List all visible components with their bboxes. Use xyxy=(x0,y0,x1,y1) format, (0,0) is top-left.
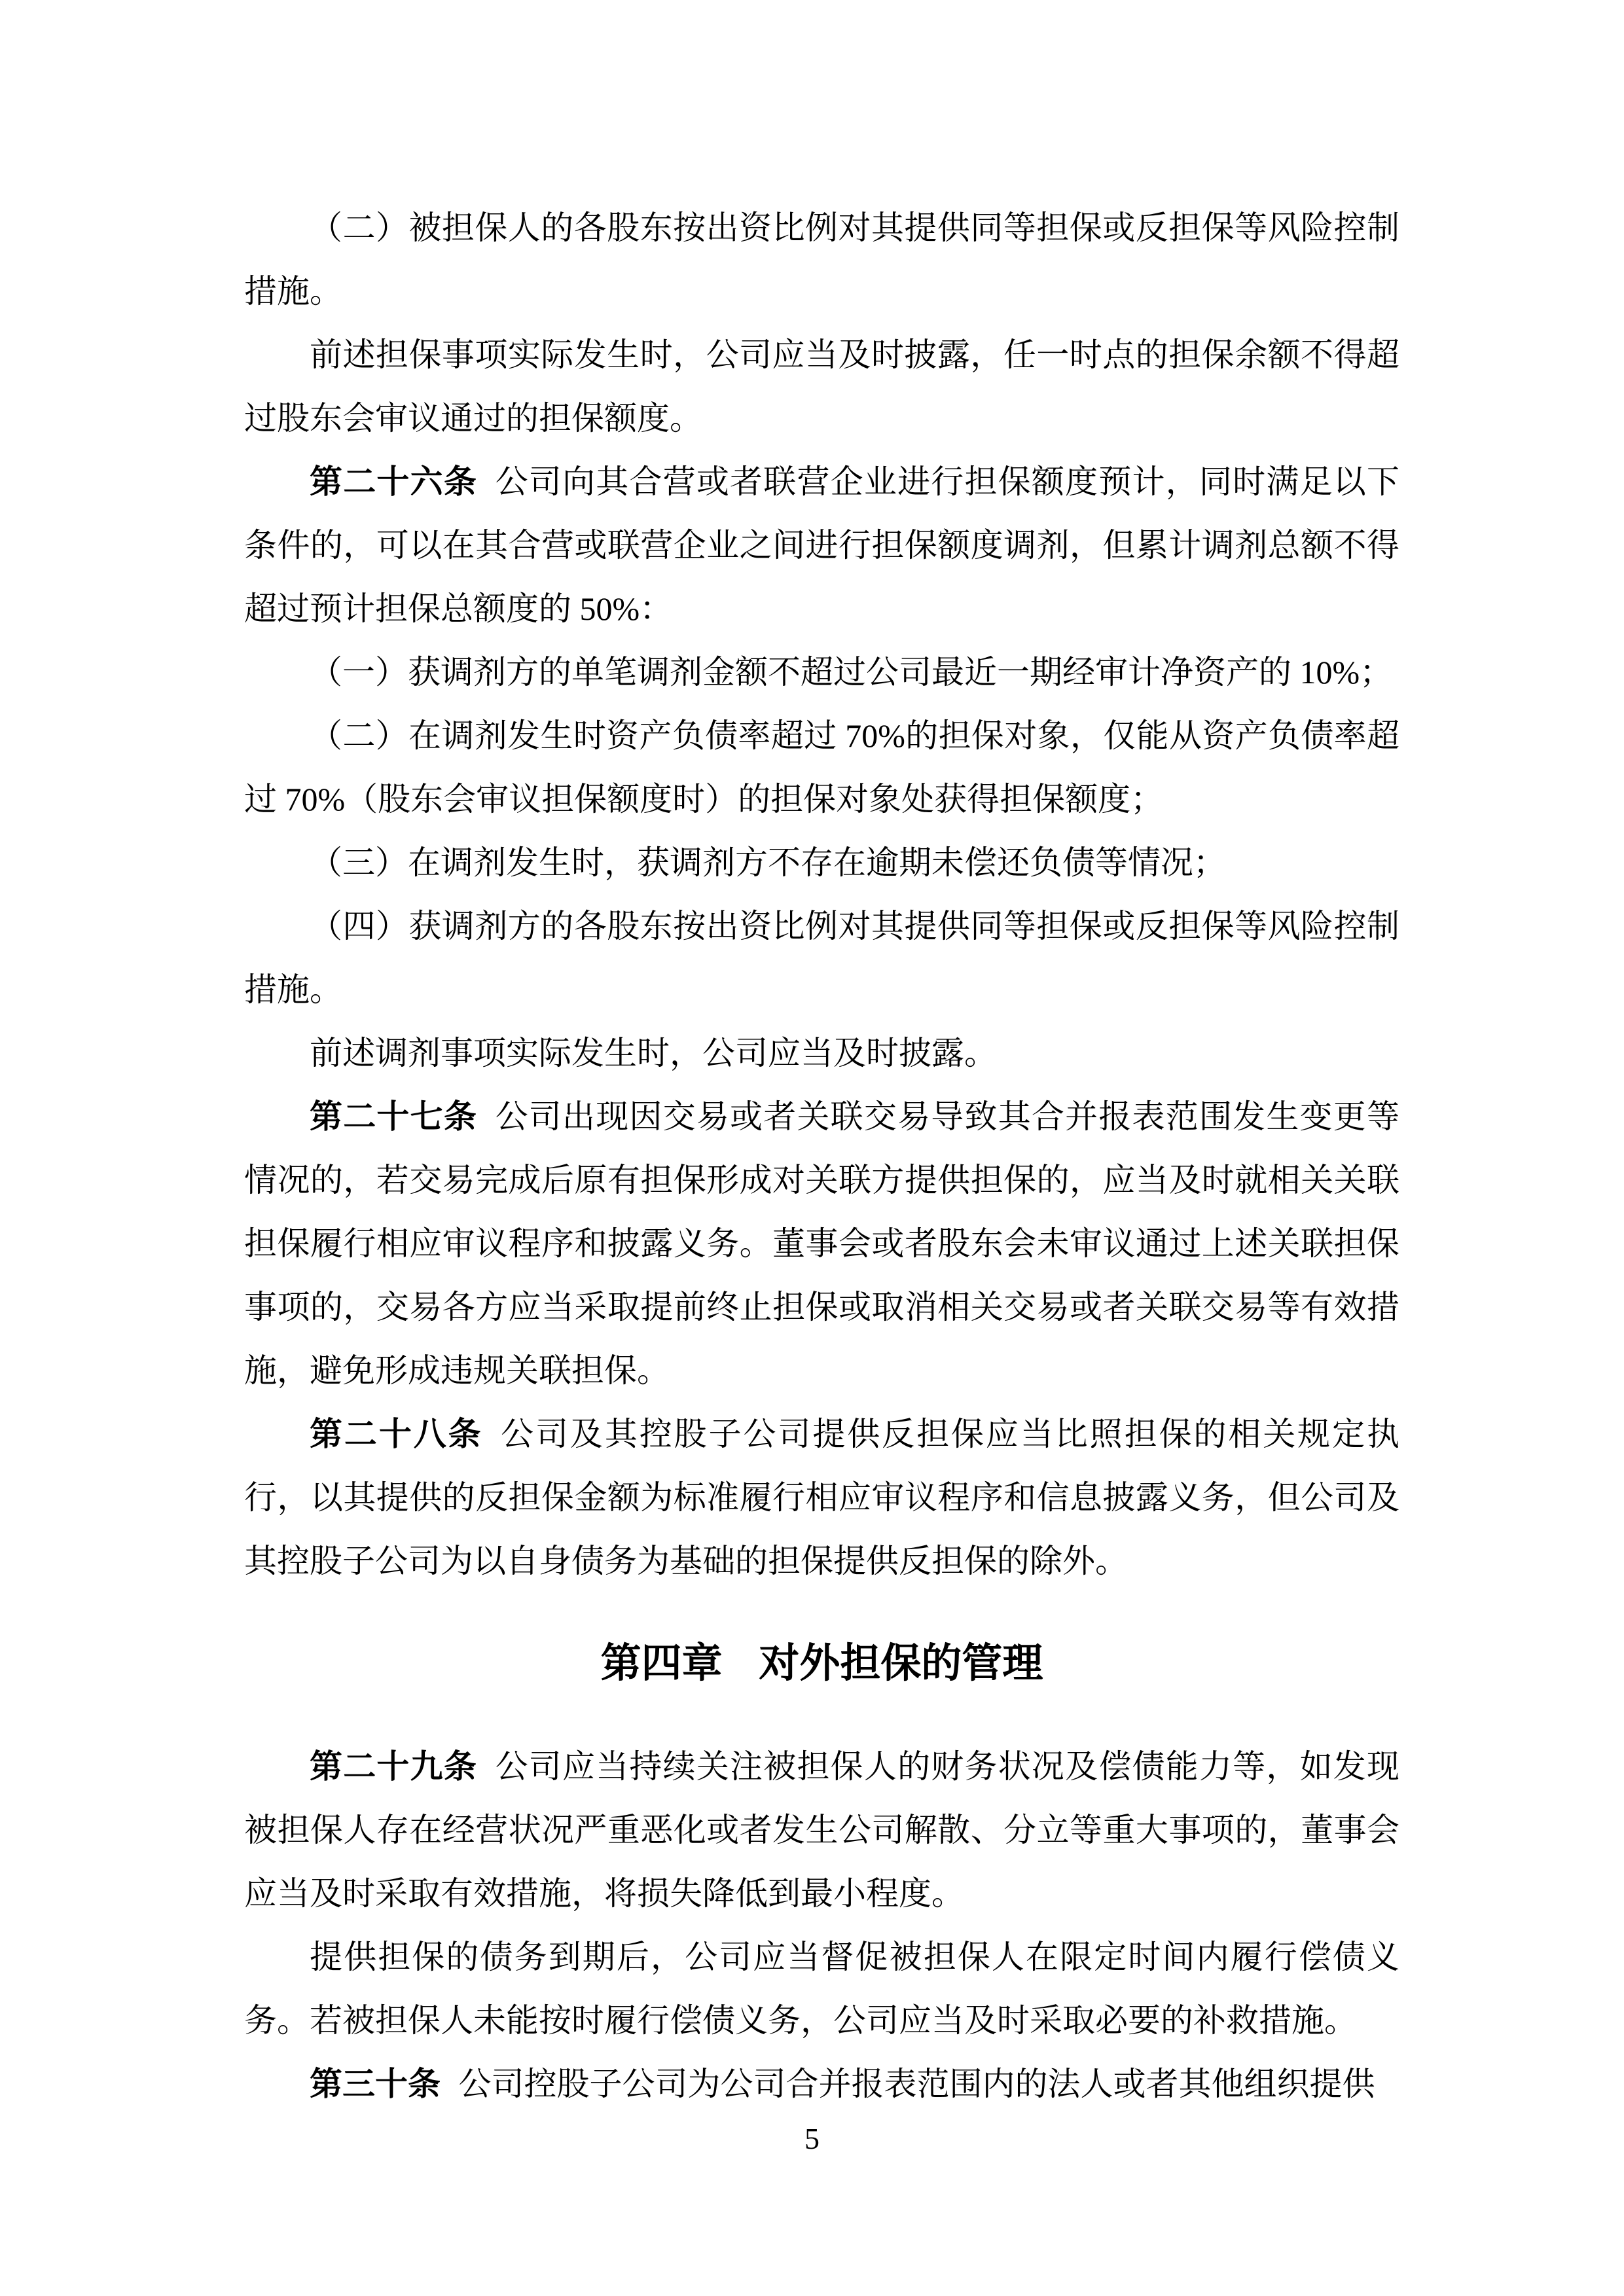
article-number: 第二十六条 xyxy=(310,463,478,500)
paragraph xyxy=(244,1926,1399,2053)
paragraph-text: （四）获调剂方的各股东按出资比例对其提供同等担保或反担保等风险控制措施。 xyxy=(244,908,1399,1008)
article-number: 第二十八条 xyxy=(310,1416,483,1452)
article-number: 第二十九条 xyxy=(310,1748,478,1785)
paragraph xyxy=(244,1022,1399,1085)
paragraph-text: （二）被担保人的各股东按出资比例对其提供同等担保或反担保等风险控制措施。 xyxy=(244,209,1399,310)
page-footer xyxy=(0,2119,1624,2159)
paragraph-text: 公司向其合营或者联营企业进行担保额度预计，同时满足以下条件的，可以在其合营或联营企业之间进行担保额度调剂，但累计调剂总额不得超过预计担保总额度的 50%： xyxy=(244,463,1400,627)
paragraph-text: 提供担保的债务到期后，公司应当督促被担保人在限定时间内履行偿债义务。若被担保人未能按时履行偿债义务，公司应当及时采取必要的补救措施。 xyxy=(244,1939,1399,2039)
article-number: 第三十条 xyxy=(310,2066,441,2102)
chapter-heading xyxy=(244,1632,1399,1696)
paragraph xyxy=(244,2053,1399,2116)
text-body xyxy=(244,196,1399,2116)
paragraph-text: （二）在调剂发生时资产负债率超过 70%的担保对象，仅能从资产负债率超过 70%（股东会审议担保额度时）的担保对象处获得担保额度； xyxy=(244,717,1399,817)
paragraph-text: （三）在调剂发生时，获调剂方不存在逾期未偿还负债等情况； xyxy=(310,844,1226,881)
paragraph xyxy=(244,1735,1399,1926)
paragraph xyxy=(244,196,1399,323)
paragraph xyxy=(244,641,1399,704)
article-number: 第二十七条 xyxy=(310,1098,478,1135)
paragraph xyxy=(244,1403,1399,1593)
paragraph xyxy=(244,895,1399,1022)
paragraph xyxy=(244,450,1399,641)
paragraph xyxy=(244,1085,1399,1403)
paragraph-text: 公司及其控股子公司提供反担保应当比照担保的相关规定执行，以其提供的反担保金额为标准履行相应审议程序和信息披露义务，但公司及其控股子公司为以自身债务为基础的担保提供反担保的除外。 xyxy=(244,1416,1400,1579)
chapter-title: 对外担保的管理 xyxy=(759,1641,1043,1686)
paragraph-text: 前述调剂事项实际发生时，公司应当及时披露。 xyxy=(310,1035,997,1071)
paragraph-text: 公司控股子公司为公司合并报表范围内的法人或者其他组织提供 xyxy=(458,2066,1375,2102)
page-number: 5 xyxy=(804,2122,820,2155)
paragraph xyxy=(244,323,1399,450)
paragraph-text: 前述担保事项实际发生时，公司应当及时披露，任一时点的担保余额不得超过股东会审议通过的担保额度。 xyxy=(244,336,1399,437)
paragraph-text: 公司应当持续关注被担保人的财务状况及偿债能力等，如发现被担保人存在经营状况严重恶化或者发生公司解散、分立等重大事项的，董事会应当及时采取有效措施，将损失降低到最小程度。 xyxy=(244,1748,1400,1912)
paragraph xyxy=(244,831,1399,895)
paragraph-text: 公司出现因交易或者关联交易导致其合并报表范围发生变更等情况的，若交易完成后原有担保形成对关联方提供担保的，应当及时就相关关联担保履行相应审议程序和披露义务。董事会或者股东会未审议通过上述关联担保事项的，交易各方应当采取提前终止担保或取消相关交易或者关联交易等有效措施，避免形成违规关联担保。 xyxy=(244,1098,1400,1389)
chapter-number: 第四章 xyxy=(600,1641,723,1686)
paragraph-text: （一）获调剂方的单笔调剂金额不超过公司最近一期经审计净资产的 10%； xyxy=(310,654,1393,691)
paragraph xyxy=(244,704,1399,831)
